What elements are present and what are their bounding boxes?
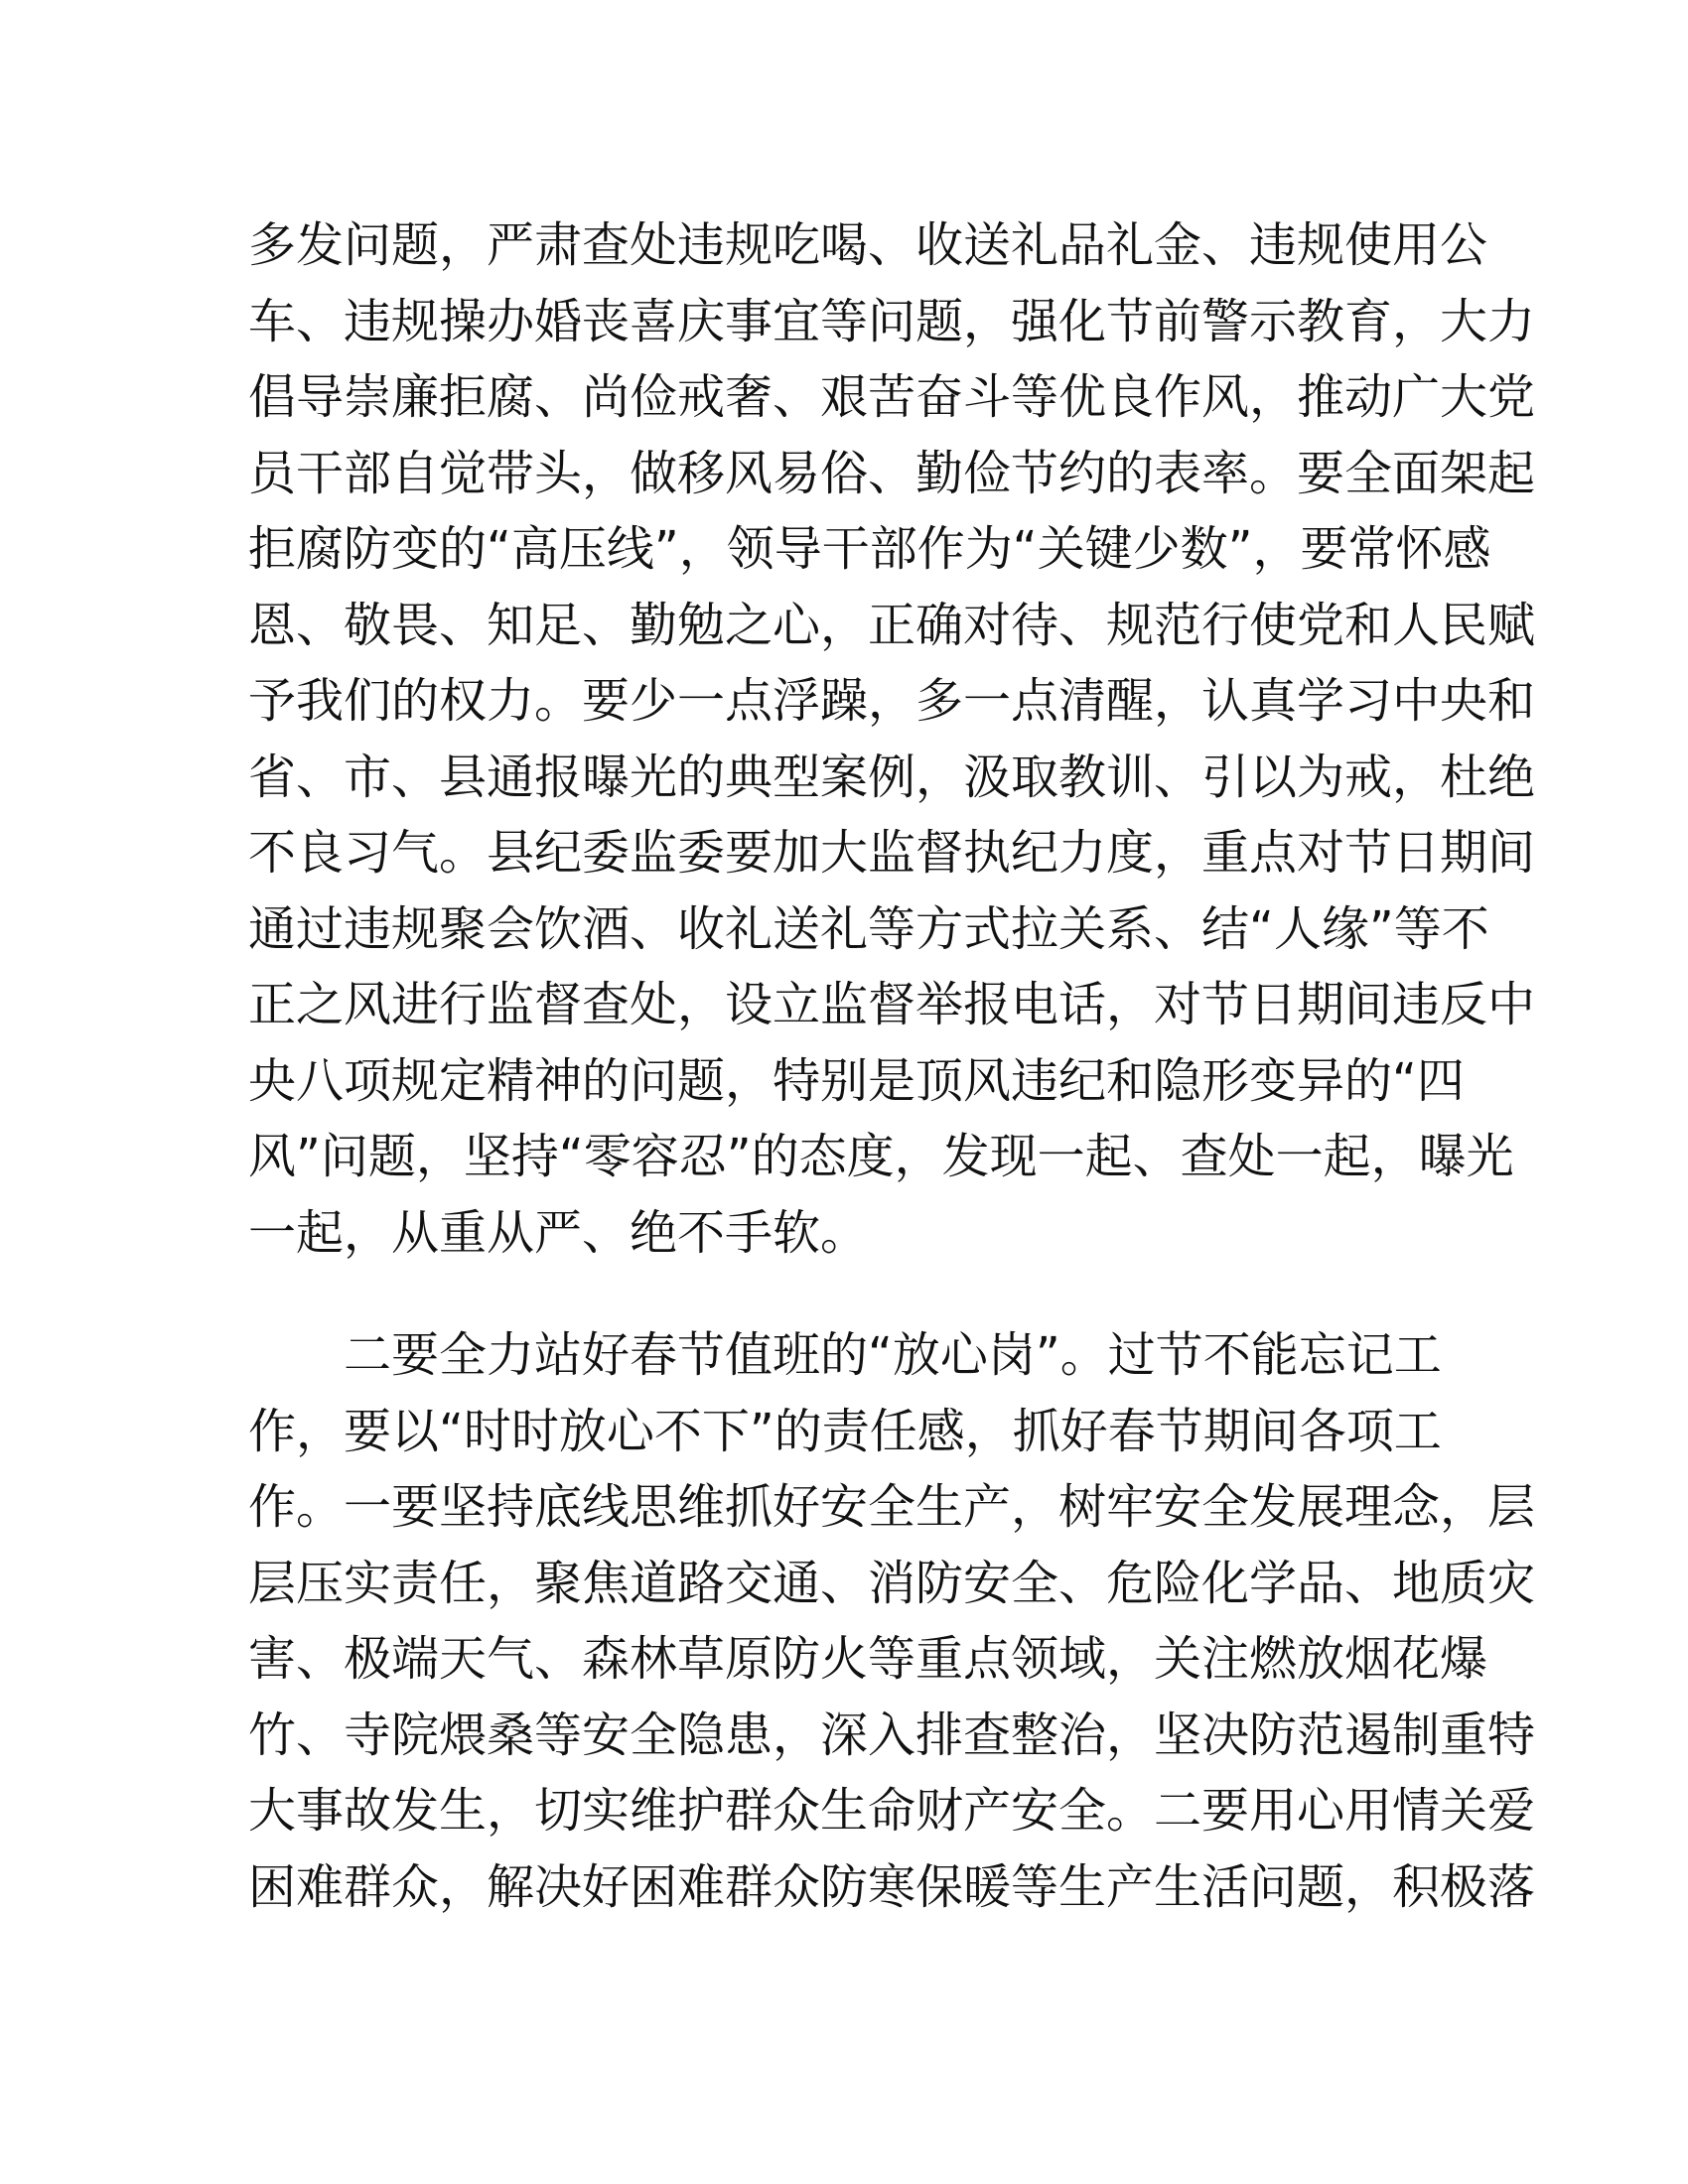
text-line: 倡导崇廉拒腐、尚俭戒奢、艰苦奋斗等优良作风，推动广大党 — [248, 369, 1536, 425]
text-line: 正之风进行监督查处，设立监督举报电话，对节日期间违反中 — [248, 977, 1536, 1032]
text-line: 多发问题，严肃查处违规吃喝、收送礼品礼金、违规使用公 — [248, 217, 1488, 273]
text-line: 害、极端天气、森林草原防火等重点领域，关注燃放烟花爆 — [248, 1631, 1488, 1687]
text-line: 层压实责任，聚焦道路交通、消防安全、危险化学品、地质灾 — [248, 1555, 1536, 1611]
text-line: 竹、寺院煨桑等安全隐患，深入排查整治，坚决防范遏制重特 — [248, 1706, 1536, 1763]
text-line: 员干部自觉带头，做移风易俗、勤俭节约的表率。要全面架起 — [248, 445, 1536, 501]
paragraph-1 — [248, 207, 1536, 1271]
text-line: 拒腐防变的“高压线”，领导干部作为“关键少数”，要常怀感 — [248, 521, 1491, 577]
text-line: 予我们的权力。要少一点浮躁，多一点清醒，认真学习中央和 — [248, 673, 1536, 729]
text-line: 恩、敬畏、知足、勤勉之心，正确对待、规范行使党和人民赋 — [248, 597, 1536, 653]
text-line: 大事故发生，切实维护群众生命财产安全。二要用心用情关爱 — [248, 1783, 1536, 1839]
text-line: 风”问题，坚持“零容忍”的态度，发现一起、查处一起，曝光 — [248, 1129, 1514, 1184]
text-line: 不良习气。县纪委监委要加大监督执纪力度，重点对节日期间 — [248, 825, 1536, 881]
text-line: 通过违规聚会饮酒、收礼送礼等方式拉关系、结“人缘”等不 — [248, 900, 1489, 957]
text-line: 车、违规操办婚丧喜庆事宜等问题，强化节前警示教育，大力 — [248, 293, 1536, 349]
text-line: 省、市、县通报曝光的典型案例，汲取教训、引以为戒，杜绝 — [248, 749, 1536, 805]
text-line: 二要全力站好春节值班的“放心岗”。过节不能忘记工 — [248, 1327, 1442, 1383]
paragraph-2 — [248, 1317, 1536, 1925]
text-line: 作。一要坚持底线思维抓好安全生产，树牢安全发展理念，层 — [248, 1479, 1536, 1535]
text-line: 困难群众，解决好困难群众防寒保暖等生产生活问题，积极落 — [248, 1858, 1536, 1915]
text-line: 作，要以“时时放心不下”的责任感，抓好春节期间各项工 — [248, 1403, 1442, 1459]
text-line: 一起，从重从严、绝不手软。 — [248, 1204, 869, 1261]
text-line: 央八项规定精神的问题，特别是顶风违纪和隐形变异的“四 — [248, 1052, 1465, 1109]
